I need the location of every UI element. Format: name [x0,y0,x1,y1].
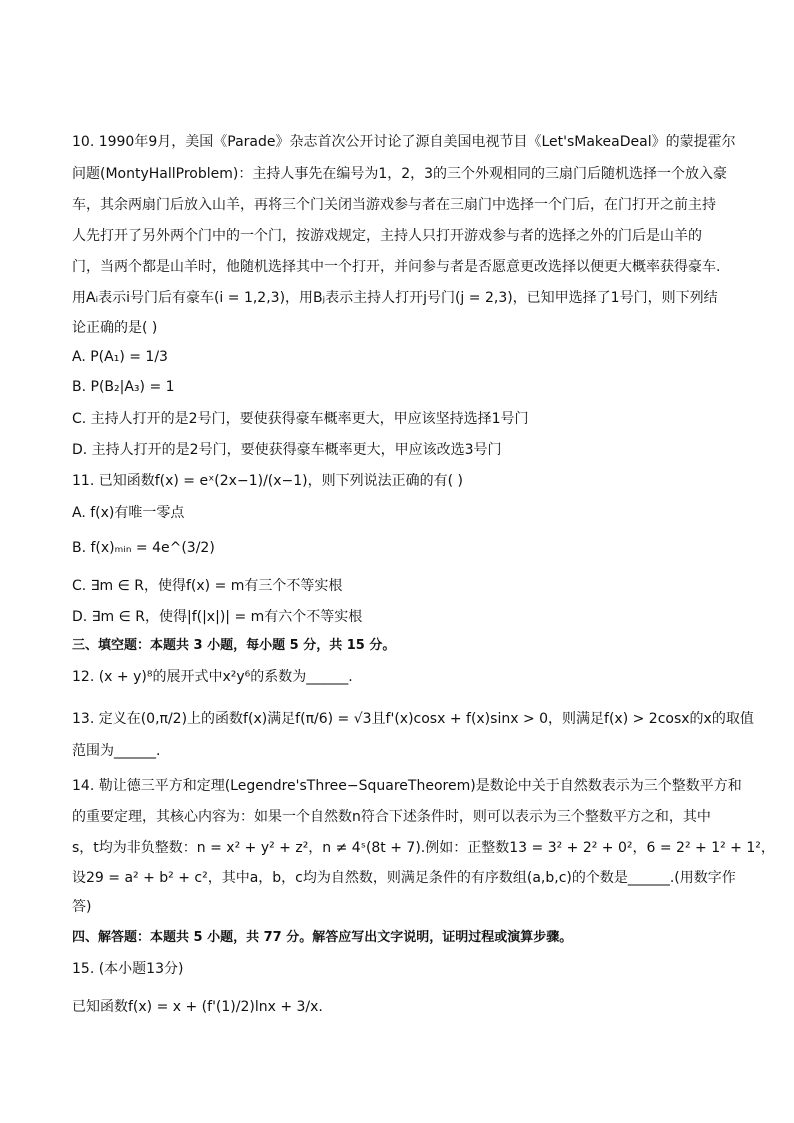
section-solution-heading: 四、解答题：本题共 5 小题，共 77 分。解答应写出文字说明，证明过程或演算步骤。 [72,930,573,945]
q10-line-4: 人先打开了另外两个门中的一个门，按游戏规定，主持人只打开游戏参与者的选择之外的门后是山羊的 [72,228,702,244]
q10-option-c: C. 主持人打开的是2号门，要使获得豪车概率更大，甲应该坚持选择1号门 [72,411,529,427]
q14-line-4: 设29 = a² + b² + c²，其中a，b，c均为自然数，则满足条件的有序数组(a,b,c)的个数是______.(用数字作 [72,870,736,886]
q11-option-d: D. ∃m ∈ R，使得|f(|x|)| = m有六个不等实根 [72,609,363,625]
q14-line-3: s，t均为非负整数：n = x² + y² + z²，n ≠ 4ˢ(8t + 7).例如：正整数13 = 3² + 2² + 0²，6 = 2² + 1² + 1²， [72,840,775,856]
q14-line-1: 14. 勒让德三平方和定理(Legendre'sThree−SquareTheorem)是数论中关于自然数表示为三个整数平方和 [72,778,742,794]
q10-line-2: 问题(MontyHallProblem)：主持人事先在编号为1，2，3的三个外观相同的三扇门后随机选择一个放入豪 [72,166,728,182]
q10-line-7: 论正确的是( ) [72,320,158,336]
q12: 12. (x + y)⁸的展开式中x²y⁶的系数为______. [72,669,353,685]
q15-stem: 已知函数f(x) = x + (f'(1)/2)lnx + 3/x. [72,999,323,1015]
q10-option-d: D. 主持人打开的是2号门，要使获得豪车概率更大，甲应该改选3号门 [72,442,502,458]
q11-option-c: C. ∃m ∈ R，使得f(x) = m有三个不等实根 [72,578,343,594]
q10-line-6: 用Aᵢ表示i号门后有豪车(i = 1,2,3)，用Bⱼ表示主持人打开j号门(j = 2,3)，已知甲选择了1号门，则下列结 [72,290,718,306]
q15-title: 15. (本小题13分) [72,961,184,977]
q10-option-a: A. P(A₁) = 1/3 [72,349,168,365]
q10-line-5: 门，当两个都是山羊时，他随机选择其中一个打开，并问参与者是否愿意更改选择以便更大概率获得豪车. [72,259,721,275]
q13-line-2: 范围为______. [72,743,161,759]
q13-line-1: 13. 定义在(0,π/2)上的函数f(x)满足f(π/6) = √3且f'(x)cosx + f(x)sinx > 0，则满足f(x) > 2cosx的x的取值 [72,711,754,727]
q10-line-3: 车，其余两扇门后放入山羊，再将三个门关闭当游戏参与者在三扇门中选择一个门后，在门打开之前主持 [72,197,716,213]
section-fill-in-heading: 三、填空题：本题共 3 小题，每小题 5 分，共 15 分。 [72,638,396,653]
q11-option-b: B. f(x)ₘᵢₙ = 4e^(3/2) [72,540,215,556]
q10-line-1: 10. 1990年9月，美国《Parade》杂志首次公开讨论了源自美国电视节目《Let'sMakeaDeal》的蒙提霍尔 [72,134,736,150]
q11-stem: 11. 已知函数f(x) = eˣ(2x−1)/(x−1)，则下列说法正确的有( ) [72,473,464,489]
q10-option-b: B. P(B₂|A₃) = 1 [72,379,175,395]
q14-line-2: 的重要定理，其核心内容为：如果一个自然数n符合下述条件时，则可以表示为三个整数平方之和，其中 [72,809,711,825]
q11-option-a: A. f(x)有唯一零点 [72,505,185,521]
q14-line-5: 答) [72,899,92,915]
